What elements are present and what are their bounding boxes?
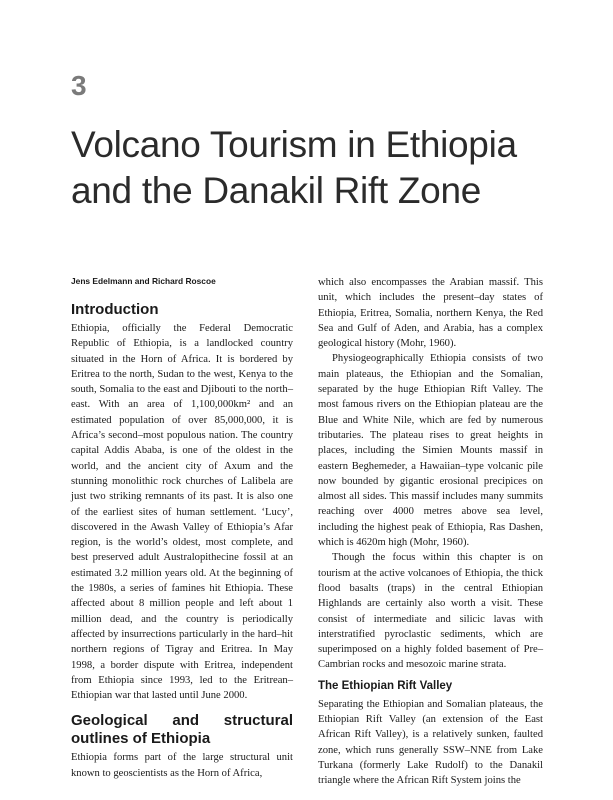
rift-valley-paragraph: Separating the Ethiopian and Somalian plateaus, the Ethiopian Rift Valley (an extension of the East African Rift Valley), is a relatively sunken, faulted zone, which runs generally SSW–NNE from Lake Turkana (formerly Lake Rudolf) to the Danakil triangle where the African Rift System joins the	[318, 698, 543, 787]
physiogeography-paragraph: Physiogeographically Ethiopia consists of two main plateaus, the Ethiopian and the Somalian, separated by the huge Ethiopian Rift Valley. The most famous rivers on the Ethiopian plateau are the Blue and White Nile, which are fed by numerous tributaries. The plateau rises to great heights in places, including the Simien Mounts massif in eastern Beghemeder, a Hawaiian–type volcanic pile now bounded by gigantic erosional precipices on almost all sides. This massif includes many summits reaching over 4000 metres above sea level, including the highest peak of Ethiopia, Ras Dashen, which is 4620m high (Mohr, 1960).	[318, 353, 543, 549]
geology-paragraph-continued: which also encompasses the Arabian massif. This unit, which includes the present–day states of Ethiopia, Eritrea, Somalia, northern Kenya, the Red Sea and Gulf of Aden, and Arabia, has a complex geological history (Mohr, 1960).	[318, 277, 543, 350]
geology-paragraph-start: Ethiopia forms part of the large structural unit known to geoscientists as the Horn of Africa,	[71, 752, 293, 779]
chapter-number: 3	[71, 70, 87, 101]
authors: Jens Edelmann and Richard Roscoe	[71, 276, 216, 286]
geology-heading: Geological and structural outlines of Ethiopia	[71, 712, 293, 748]
chapter-title	[71, 122, 571, 214]
right-column	[318, 275, 543, 789]
chapter-title-line-2: and the Danakil Rift Zone	[71, 170, 482, 211]
introduction-heading: Introduction	[71, 301, 159, 318]
volcano-tourism-paragraph: Though the focus within this chapter is on tourism at the active volcanoes of Ethiopia, the thick flood basalts (traps) in the central Ethiopian Highlands are certainly also worth a visit. These consist of intermediate and silicic lavas with interstratified pyroclastic sediments, which are superimposed on a highly folded basement of Pre–Cambrian rocks and mesozoic marine strata.	[318, 552, 543, 671]
left-column	[71, 275, 293, 781]
introduction-paragraph: Ethiopia, officially the Federal Democratic Republic of Ethiopia, is a landlocked country situated in the Horn of Africa. It is bordered by Eritrea to the north, Sudan to the west, Kenya to the south, Somalia to the east and Djibouti to the north–east. With an area of 1,100,000km² and an estimated population of over 85,000,000, it is Africa’s second–most populous nation. The country capital Addis Ababa, is one of the oldest in the world, and the ancient city of Axum and the stunning monolithic rock churches of Lalibela are just two striking remnants of its past. It is also one of the earliest sites of human settlement. ‘Lucy’, discovered in the Awash Valley of Ethiopia’s Afar region, is the world’s oldest, most complete, and best preserved adult Australopithecine fossil at an estimated 3.2 million years old. At the beginning of the 1980s, a series of famines hit Ethiopia. These affected about 8 million people and left about 1 million dead, and the country is periodically affected by insurrections particularly in the hard–hit northern regions of Tigray and Eritrea. In May 1998, a border dispute with Eritrea, independent from Ethiopia since 1993, led to the Eritrean–Ethiopian war that lasted until June 2000.	[71, 323, 293, 702]
rift-valley-heading: The Ethiopian Rift Valley	[318, 679, 453, 692]
chapter-title-line-1: Volcano Tourism in Ethiopia	[71, 124, 517, 165]
